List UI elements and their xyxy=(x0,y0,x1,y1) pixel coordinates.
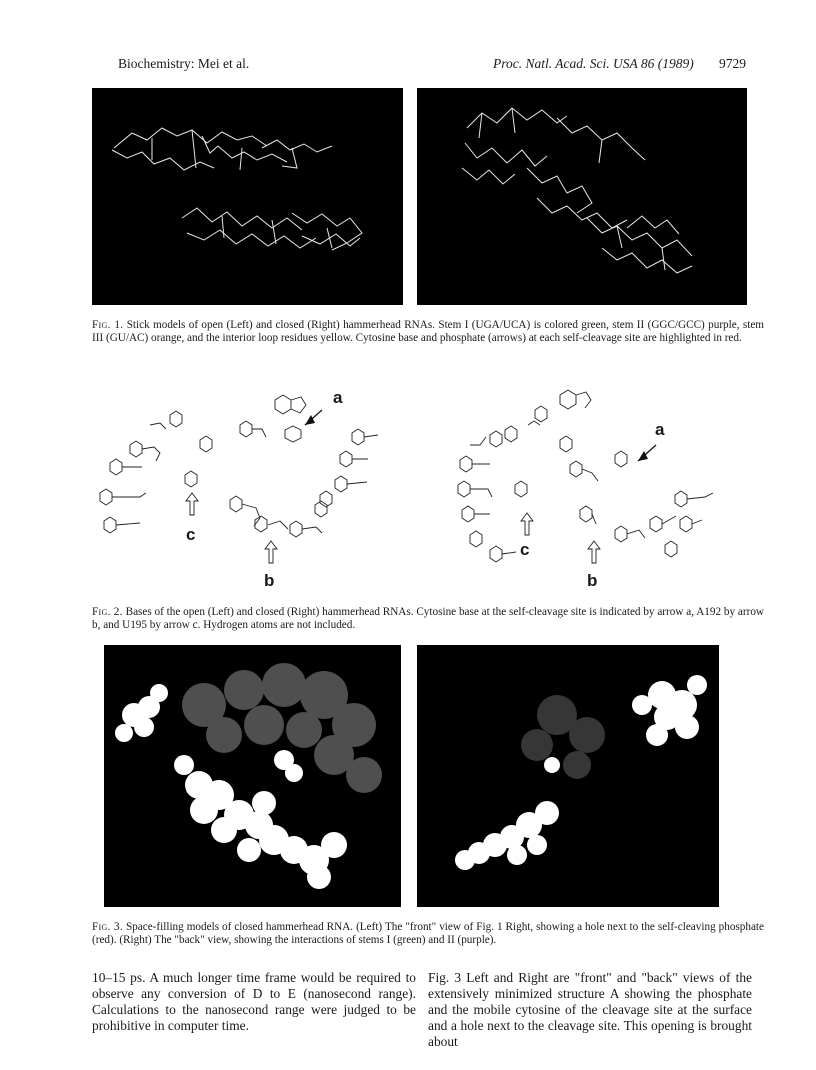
figure3-caption xyxy=(92,921,764,947)
running-header-authors: Biochemistry: Mei et al. xyxy=(118,56,250,71)
page-number: 9729 xyxy=(719,56,746,71)
stick-model-closed xyxy=(417,88,747,305)
figure2-caption-text: Bases of the open (Left) and closed (Right) hammerhead RNAs. Cytosine base at the self-cleavage site is indicated by arrow a, A192 by arrow b, and U195 by arrow c. Hydrogen atoms are not included. xyxy=(92,606,765,631)
open-structure-bases xyxy=(100,395,378,537)
space-filling-front xyxy=(104,645,401,907)
figure1-caption xyxy=(92,319,764,345)
figure3-left-image xyxy=(104,645,401,907)
figure2-bases-drawing xyxy=(90,385,760,597)
figure1-caption-text: Stick models of open (Left) and closed (Right) hammerhead RNAs. Stem I (UGA/UCA) is colored green, stem II (GGC/GCC) purple, stem III (GU/AC) orange, and the interior loop residues yellow. Cytosine base and phosphate (arrows) at each self-cleavage site are highlighted in red. xyxy=(92,319,765,344)
figure2-label: Fig. 2. xyxy=(92,606,123,618)
fig2-right-label-a: a xyxy=(655,420,665,439)
figure2-caption xyxy=(92,606,764,632)
figure3-right-image xyxy=(417,645,719,907)
fig2-left-label-c: c xyxy=(186,525,196,544)
running-header-journal: Proc. Natl. Acad. Sci. USA 86 (1989) xyxy=(493,56,694,71)
figure3-label: Fig. 3. xyxy=(92,921,123,933)
base-structures xyxy=(90,385,760,597)
fig2-left-label-a: a xyxy=(333,388,343,407)
fig2-left-label-b: b xyxy=(264,571,275,590)
body-text-right-column: Fig. 3 Left and Right are "front" and "back" views of the extensively minimized structure A showing the phosphate and the mobile cytosine of the cleavage site at the surface and a hole next to the cleavage site. This opening is brought about xyxy=(428,970,752,1049)
figure1-label: Fig. 1. xyxy=(92,319,124,331)
fig2-right-label-b: b xyxy=(587,571,598,590)
space-filling-back xyxy=(417,645,719,907)
stick-model-open xyxy=(92,88,403,305)
figure3-caption-text: Space-filling models of closed hammerhead RNA. (Left) The "front" view of Fig. 1 Right, showing a hole next to the self-cleaving phosphate (red). (Right) The "back" view, showing the interactions of stems I (green) and II (purple). xyxy=(92,921,765,946)
body-text-left-column: 10–15 ps. A much longer time frame would be required to observe any conversion of D to E (nanosecond range). Calculations to the nanosecond range were judged to be prohibitive in computer time. xyxy=(92,970,416,1033)
figure1-right-image xyxy=(417,88,747,305)
fig2-right-label-c: c xyxy=(520,540,530,559)
figure1-left-image xyxy=(92,88,403,305)
closed-structure-bases xyxy=(458,390,713,562)
